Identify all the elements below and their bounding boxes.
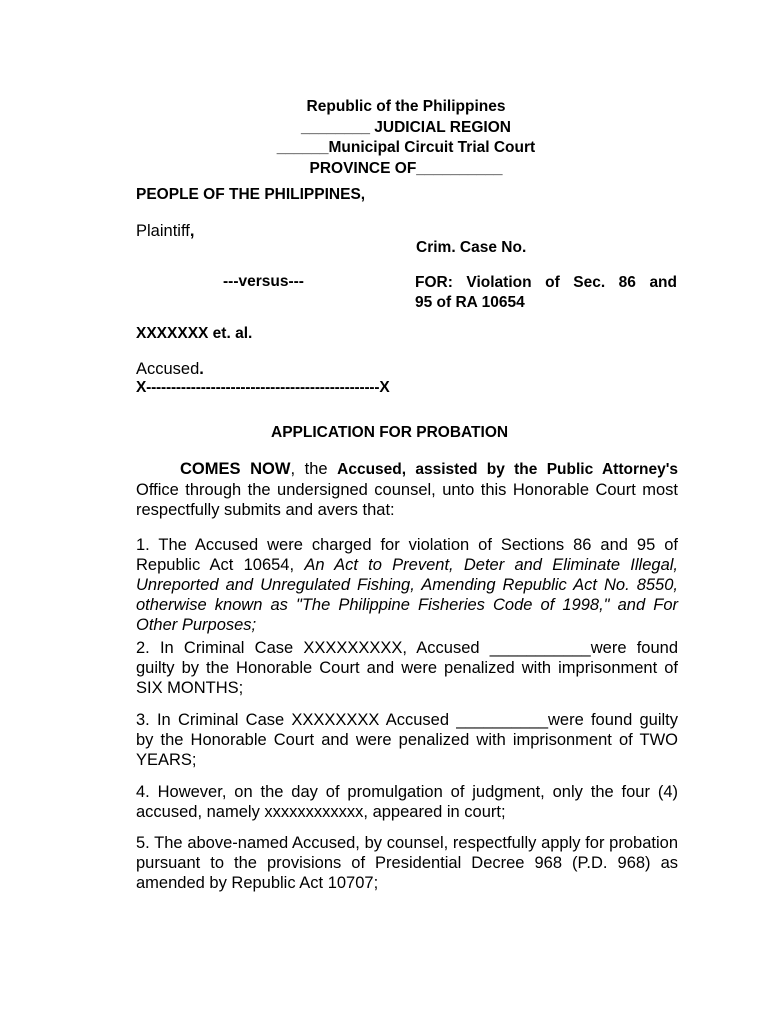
intro-rest: Office through the undersigned counsel, unto this Honorable Court most respectfully submits and avers that:: [136, 481, 678, 519]
accused-period: .: [199, 360, 204, 378]
comes-now: COMES NOW: [180, 460, 291, 478]
court-header: [0, 97, 768, 179]
intro-accused-assisted: Accused, assisted by the Public Attorney's: [337, 461, 678, 478]
for-violation-line1: FOR: Violation of Sec. 86 and: [415, 274, 677, 291]
header-judicial-region: ________ JUDICIAL REGION: [301, 118, 511, 136]
paragraph-1-text: 1. The Accused were charged for violation of Sections 86 and 95 of Republic Act 10654,: [136, 536, 678, 574]
paragraph-1-act-title: An Act to Prevent, Deter and Eliminate Illegal, Unreported and Unregulated Fishing, Amending Republic Act No. 8550, otherwise known as "The Philippine Fisheries Code of 1998," and For Other Purposes;: [136, 556, 678, 634]
versus-label: ---versus---: [223, 273, 304, 290]
document-title: APPLICATION FOR PROBATION: [271, 424, 509, 441]
paragraph-1: [136, 535, 678, 635]
paragraph-4: 4. However, on the day of promulgation of judgment, only the four (4) accused, namely xxxxxxxxxxxx, appeared in court;: [136, 783, 678, 821]
header-republic: Republic of the Philippines: [306, 98, 506, 115]
plaintiff-label: [136, 222, 194, 241]
for-violation-line2: 95 of RA 10654: [415, 294, 525, 311]
crim-case-no: Crim. Case No.: [416, 239, 527, 256]
header-court: ______Municipal Circuit Trial Court: [276, 139, 536, 156]
header-province: PROVINCE OF__________: [309, 159, 503, 177]
accused-word: Accused: [136, 360, 200, 378]
plaintiff-comma: ,: [189, 222, 195, 240]
accused-label: [136, 360, 204, 379]
paragraph-3: 3. In Criminal Case XXXXXXXX Accused __________were found guilty by the Honorable Court and were penalized with imprisonment of TWO YEARS;: [136, 711, 678, 769]
plaintiff-word: Plaintiff: [136, 222, 190, 240]
caption-separator: X-----------------------------------------------X: [136, 379, 390, 396]
people-of-the-philippines: PEOPLE OF THE PHILIPPINES,: [136, 186, 366, 203]
intro-the: , the: [290, 460, 338, 478]
paragraph-5: 5. The above-named Accused, by counsel, respectfully apply for probation pursuant to the provisions of Presidential Decree 968 (P.D. 968) as amended by Republic Act 10707;: [136, 834, 678, 892]
paragraph-2: 2. In Criminal Case XXXXXXXXX, Accused ___________were found guilty by the Honorable Court and were penalized with imprisonment of SIX MONTHS;: [136, 639, 678, 697]
accused-names: XXXXXXX et. al.: [136, 325, 253, 342]
intro-paragraph: [136, 459, 678, 520]
for-violation: [415, 273, 677, 313]
